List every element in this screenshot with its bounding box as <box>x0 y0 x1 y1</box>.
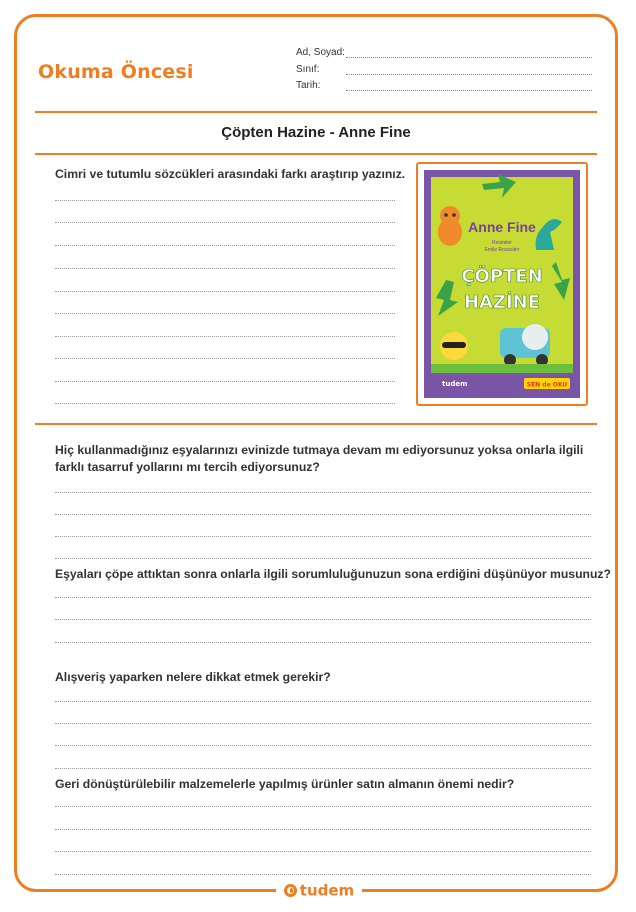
name-line <box>346 57 592 58</box>
cover-author: Anne Fine <box>468 219 536 235</box>
answer-line[interactable] <box>55 851 591 852</box>
name-label: Ad, Soyad: <box>296 47 345 58</box>
answer-line[interactable] <box>55 597 591 598</box>
answer-line[interactable] <box>55 829 591 830</box>
tudem-logo-icon <box>284 884 297 897</box>
answer-line[interactable] <box>55 291 395 292</box>
footer-logo <box>276 880 362 902</box>
answer-line[interactable] <box>55 874 591 875</box>
answer-line[interactable] <box>55 558 591 559</box>
question-2-line-2: farklı tasarruf yollarını mı tercih ediyorsunuz? <box>55 460 320 474</box>
answer-line[interactable] <box>55 745 591 746</box>
divider <box>35 423 597 425</box>
footer-brand: tudem <box>299 881 355 900</box>
question-3: Eşyaları çöpe attıktan sonra onlarla ilgili sorumluluğunuzun sona erdiğini düşünüyor musunuz? <box>55 567 611 581</box>
cover-series: SEN de OKU <box>526 381 568 389</box>
cover-subtitle-1: Resimler <box>492 240 512 246</box>
divider <box>35 111 597 113</box>
class-line <box>346 74 592 75</box>
answer-line[interactable] <box>55 536 591 537</box>
answer-line[interactable] <box>55 768 591 769</box>
question-2-line-1: Hiç kullanmadığınız eşyalarınızı evinizde tutmaya devam mı ediyorsunuz yoksa onlarla ilgili <box>55 443 584 457</box>
date-line <box>346 90 592 91</box>
book-title: Çöpten Hazine - Anne Fine <box>221 124 411 141</box>
divider <box>35 153 597 155</box>
page-title: Okuma Öncesi <box>38 61 194 83</box>
answer-line[interactable] <box>55 514 591 515</box>
answer-line[interactable] <box>55 222 395 223</box>
answer-line[interactable] <box>55 313 395 314</box>
cover-subtitle-2: Emile Roussiter <box>484 247 520 253</box>
answer-line[interactable] <box>55 403 395 404</box>
answer-line[interactable] <box>55 723 591 724</box>
cover-title-2: HAZİNE <box>463 292 541 313</box>
answer-line[interactable] <box>55 619 591 620</box>
answer-line[interactable] <box>55 806 591 807</box>
date-label: Tarih: <box>296 80 321 91</box>
answer-line[interactable] <box>55 358 395 359</box>
answer-line[interactable] <box>55 245 395 246</box>
answer-line[interactable] <box>55 381 395 382</box>
answer-line[interactable] <box>55 268 395 269</box>
question-1: Cimri ve tutumlu sözcükleri arasındaki farkı araştırıp yazınız. <box>55 167 406 181</box>
question-5: Geri dönüştürülebilir malzemelerle yapılmış ürünler satın almanın önemi nedir? <box>55 777 515 791</box>
class-label: Sınıf: <box>296 64 320 75</box>
cover-publisher: tudem <box>442 380 468 388</box>
answer-line[interactable] <box>55 701 591 702</box>
date-field[interactable] <box>296 80 592 94</box>
answer-line[interactable] <box>55 336 395 337</box>
question-4: Alışveriş yaparken nelere dikkat etmek gerekir? <box>55 670 331 684</box>
cover-title-1: ÇÖPTEN <box>461 266 543 287</box>
book-cover <box>424 170 580 398</box>
answer-line[interactable] <box>55 492 591 493</box>
name-field[interactable] <box>296 47 592 61</box>
answer-line[interactable] <box>55 642 591 643</box>
class-field[interactable] <box>296 64 592 78</box>
answer-line[interactable] <box>55 200 395 201</box>
